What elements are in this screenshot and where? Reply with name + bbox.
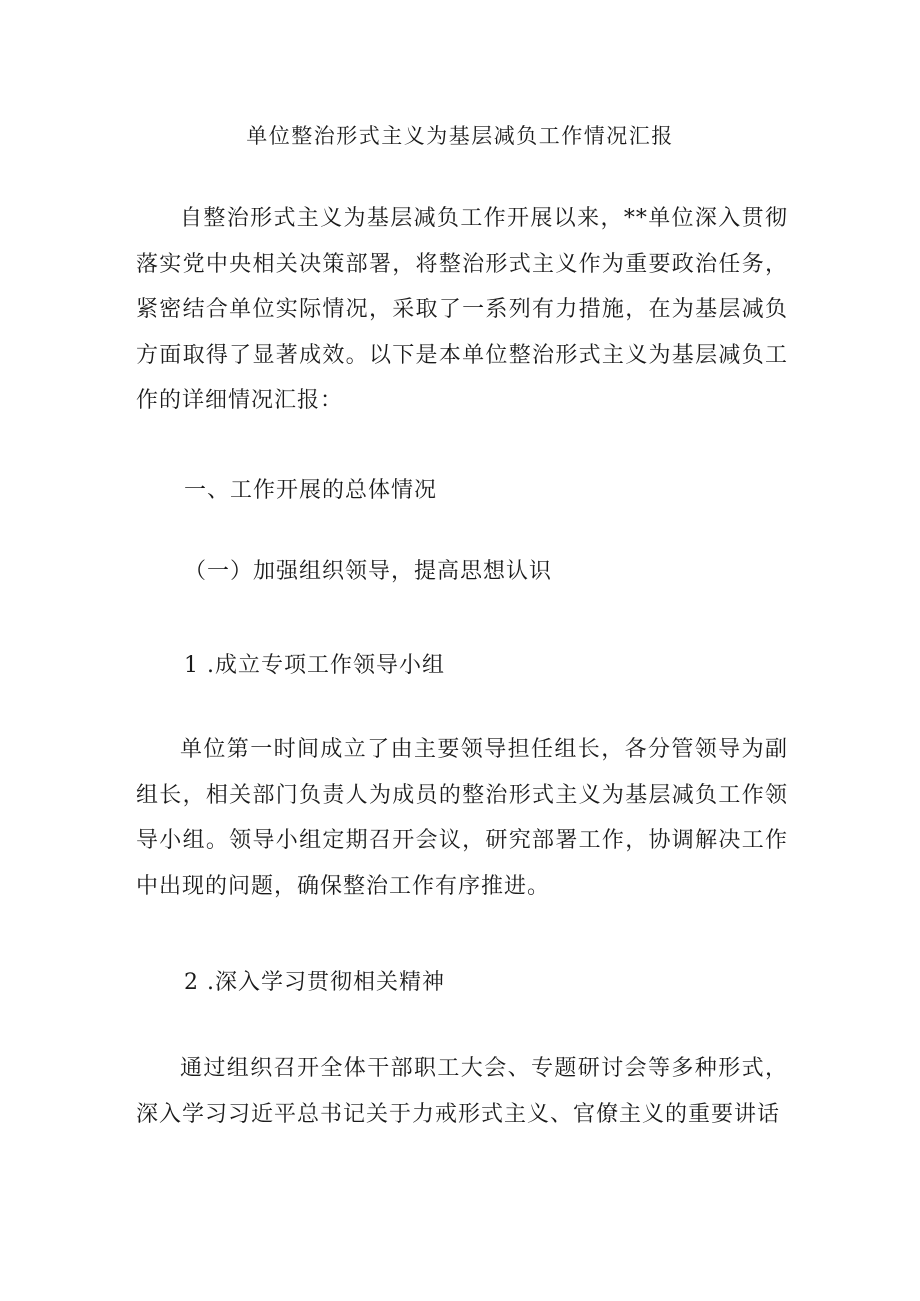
item-body-1: 单位第一时间成立了由主要领导担任组长，各分管领导为副组长，相关部门负责人为成员的整治形式主义为基层减负工作领导小组。领导小组定期召开会议，研究部署工作，协调解决工作中出现的问题，确保整治工作有序推进。 <box>136 737 788 899</box>
section-heading-1: 一、工作开展的总体情况 <box>184 478 438 503</box>
item-heading-2: 2 .深入学习贯彻相关精神 <box>184 970 445 995</box>
subsection-heading-1: （一）加强组织领导，提高思想认识 <box>184 559 553 584</box>
intro-paragraph: 自整治形式主义为基层减负工作开展以来，**单位深入贯彻落实党中央相关决策部署，将整治形式主义作为重要政治任务，紧密结合单位实际情况，采取了一系列有力措施，在为基层减负方面取得了显著成效。以下是本单位整治形式主义为基层减负工作的详细情况汇报： <box>136 206 788 413</box>
item-body-2: 通过组织召开全体干部职工大会、专题研讨会等多种形式，深入学习习近平总书记关于力戒形式主义、官僚主义的重要讲话 <box>136 1056 788 1127</box>
document-title: 单位整治形式主义为基层减负工作情况汇报 <box>246 124 674 148</box>
item-heading-1: 1 .成立专项工作领导小组 <box>184 653 445 678</box>
